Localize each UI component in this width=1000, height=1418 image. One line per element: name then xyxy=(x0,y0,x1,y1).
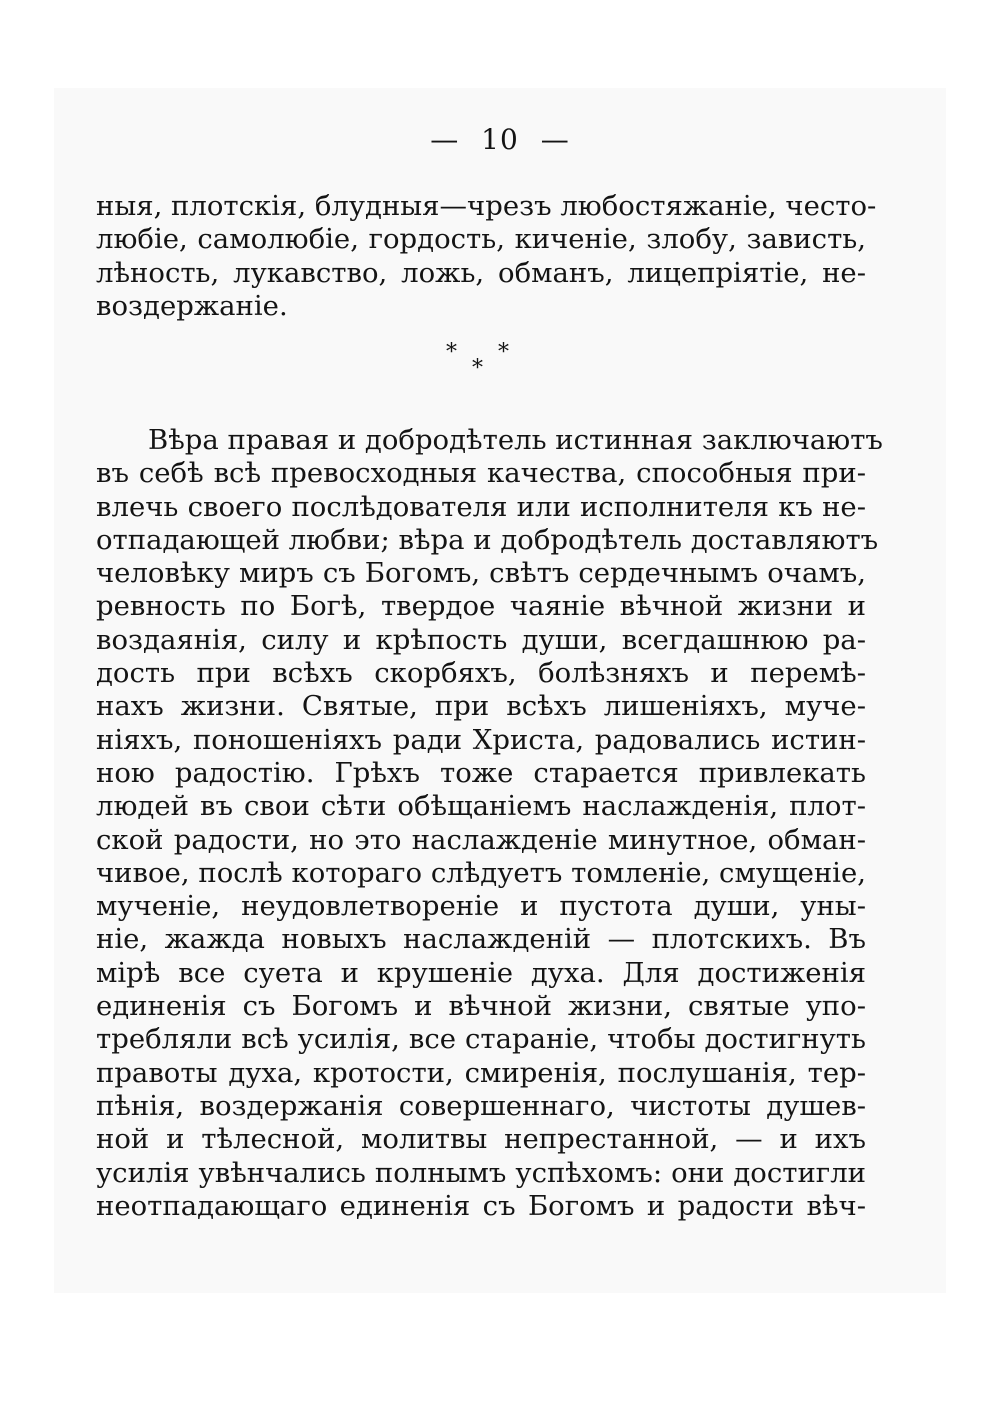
text-line: пѣнія, воздержанія совершеннаго, чистоты душев- xyxy=(96,1089,866,1122)
page-number: — 10 — xyxy=(430,123,570,156)
paragraph-main xyxy=(96,424,883,1223)
text-line: Вѣра правая и добродѣтель истинная заключаютъ xyxy=(148,424,883,456)
asterism-star: * xyxy=(446,340,457,365)
text-line: ною радостію. Грѣхъ тоже старается привлекать xyxy=(96,756,866,789)
text-line: мученіе, неудовлетвореніе и пустота души, уны- xyxy=(96,890,866,923)
text-line: лѣность, лукавство, ложь, обманъ, лицепріятіе, не- xyxy=(96,256,866,289)
text-line: правоты духа, кротости, смиренія, послушанія, тер- xyxy=(96,1056,866,1089)
text-line: влечь своего послѣдователя или исполнителя къ не- xyxy=(96,490,866,523)
text-line: требляли всѣ усилія, все стараніе, чтобы достигнуть xyxy=(96,1023,866,1056)
text-line: въ себѣ всѣ превосходныя качества, способныя при- xyxy=(96,457,866,490)
text-line: любіе, самолюбіе, гордость, кичeніе, злобу, зависть, xyxy=(96,223,866,256)
text-line: человѣку миръ съ Богомъ, свѣтъ сердечнымъ очамъ, xyxy=(96,557,866,590)
text-line: нахъ жизни. Святые, при всѣхъ лишеніяхъ, муче- xyxy=(96,690,866,723)
text-line: ніяхъ, поношеніяхъ ради Христа, радовались истин- xyxy=(96,723,866,756)
text-line: мірѣ все суета и крушеніе духа. Для достиженія xyxy=(96,956,866,989)
text-line: ской радости, но это наслажденіе минутное, обман- xyxy=(96,823,866,856)
text-line: ной и тѣлесной, молитвы непрестанной, — и ихъ xyxy=(96,1123,866,1156)
text-line: людей въ свои сѣти обѣщаніемъ наслажденія, плот- xyxy=(96,790,866,823)
asterism-separator xyxy=(440,340,520,390)
asterism-star: * xyxy=(472,356,483,381)
text-line: воздаянія, силу и крѣпость души, всегдашнюю ра- xyxy=(96,623,866,656)
asterism-star: * xyxy=(498,340,509,365)
text-line: воздержаніе. xyxy=(96,289,288,322)
text-line: ревность по Богѣ, твердое чаяніе вѣчной жизни и xyxy=(96,590,866,623)
text-line: ніе, жажда новыхъ наслажденій — плотскихъ. Въ xyxy=(96,923,866,956)
text-line: ныя, плотскія, блудныя—чрезъ любостяжаніе, често- xyxy=(96,190,877,222)
text-line: чивое, послѣ котораго слѣдуетъ томленіе, смущеніе, xyxy=(96,856,866,889)
paragraph-continuation xyxy=(96,190,877,323)
text-line: усилія увѣнчались полнымъ успѣхомъ: они достигли xyxy=(96,1156,866,1189)
text-line: неотпадающаго единенія съ Богомъ и радости вѣч- xyxy=(96,1189,866,1222)
text-line: дость при всѣхъ скорбяхъ, болѣзняхъ и перемѣ- xyxy=(96,657,866,690)
text-line: единенія съ Богомъ и вѣчной жизни, святые упо- xyxy=(96,990,866,1023)
text-line: отпадающей любви; вѣра и добродѣтель доставляютъ xyxy=(96,523,879,556)
